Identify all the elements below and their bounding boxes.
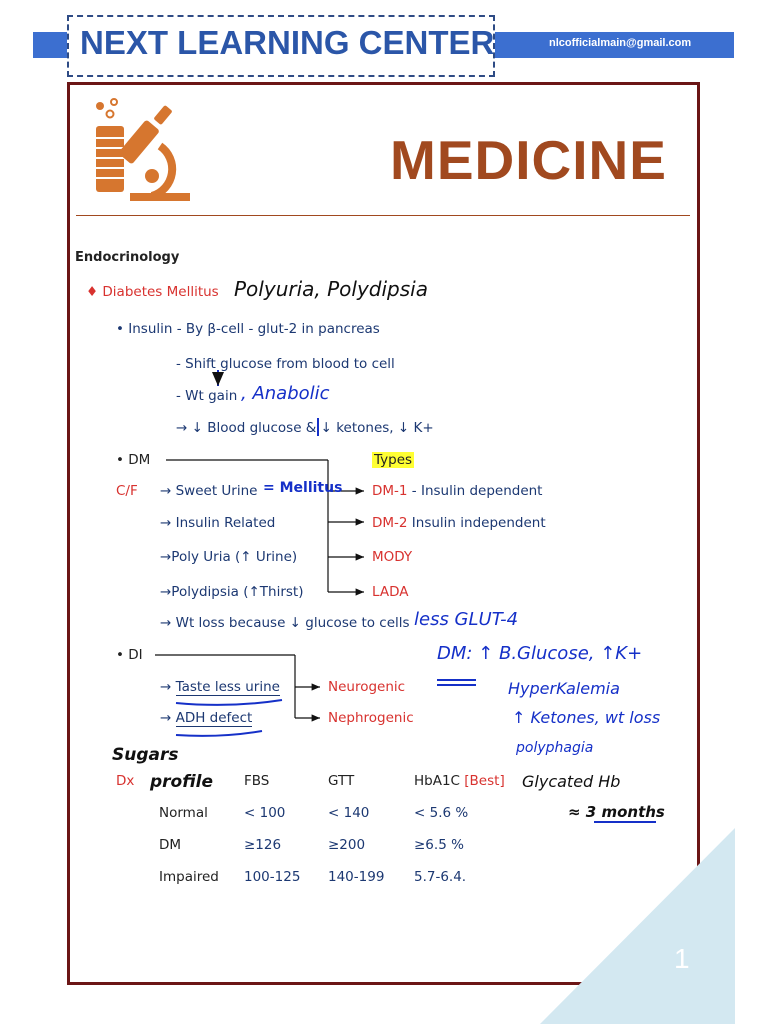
table-cell: ≥126 — [244, 837, 282, 853]
table-cell: 100-125 — [244, 869, 301, 885]
handwritten-note: polyphagia — [516, 740, 594, 756]
dm-type-code: DM-2 — [372, 515, 408, 531]
cf-item: →Poly Uria (↑ Urine) — [160, 549, 298, 565]
handwritten-note: HyperKalemia — [508, 679, 620, 698]
handwritten-note: Polyuria, Polydipsia — [234, 277, 428, 301]
lab-microscope-logo — [90, 98, 195, 203]
di-item — [160, 679, 280, 695]
dm-type-desc: Insulin independent — [407, 515, 546, 531]
table-row-label: DM — [159, 837, 182, 853]
best-tag: [Best] — [464, 773, 505, 789]
types-label — [372, 452, 414, 468]
dm-type-code: LADA — [372, 584, 409, 600]
dm-type-code: DM-1 — [372, 483, 408, 499]
insulin-line: • Insulin - By β-cell - glut-2 in pancreas — [116, 321, 380, 337]
handwritten-note: = Mellitus — [263, 480, 343, 496]
table-cell: 140-199 — [328, 869, 385, 885]
handwritten-note: Sugars — [112, 745, 179, 765]
dx-label: Dx — [116, 773, 135, 789]
handwritten-note: Glycated Hb — [522, 772, 621, 791]
table-header — [414, 773, 505, 789]
table-cell: < 140 — [328, 805, 370, 821]
page-title: MEDICINE — [390, 129, 667, 191]
table-cell: < 100 — [244, 805, 286, 821]
di-type: Nephrogenic — [328, 710, 414, 726]
cf-item: → Sweet Urine — [160, 483, 258, 499]
dm-type — [372, 515, 546, 531]
handwritten-note: DM: ↑ B.Glucose, ↑K+ — [437, 643, 643, 664]
di-item — [160, 710, 252, 726]
dm-type-code: MODY — [372, 549, 413, 565]
dm-label: • DM — [116, 452, 151, 468]
table-row-label: Normal — [159, 805, 208, 821]
title-divider — [76, 215, 690, 216]
cf-item: → Insulin Related — [160, 515, 276, 531]
di-type: Neurogenic — [328, 679, 406, 695]
di-item-text: Taste less urine — [175, 679, 280, 695]
cf-item: → Wt loss because ↓ glucose to cells — [160, 615, 410, 631]
di-label: • DI — [116, 647, 143, 663]
handwritten-note: , Anabolic — [241, 383, 330, 404]
handwritten-note: ≈ 3 months — [568, 803, 665, 821]
section-heading: Endocrinology — [75, 250, 180, 265]
table-cell: ≥6.5 % — [414, 837, 464, 853]
page-number: 1 — [674, 943, 690, 974]
table-header: FBS — [244, 773, 270, 789]
corner-triangle — [540, 828, 740, 1024]
cf-label: C/F — [116, 483, 138, 499]
table-header: GTT — [328, 773, 355, 789]
arrow-glyph: → — [160, 710, 176, 726]
dm-type-desc: - Insulin dependent — [407, 483, 543, 499]
handwritten-note: ↑ Ketones, wt loss — [512, 708, 661, 727]
handwritten-note: profile — [150, 772, 213, 792]
blood-glucose-line: → ↓ Blood glucose & ↓ ketones, ↓ K+ — [176, 420, 434, 436]
shift-glucose-line: - Shift glucose from blood to cell — [176, 356, 395, 372]
arrow-glyph: → — [160, 679, 176, 695]
contact-email: nlcofficialmain@gmail.com — [549, 37, 692, 49]
table-cell: < 5.6 % — [414, 805, 469, 821]
handwritten-note: less GLUT-4 — [414, 609, 519, 630]
hba1c-header: HbA1C — [414, 773, 460, 789]
dm-heading: ♦ Diabetes Mellitus — [86, 284, 219, 300]
center-title: NEXT LEARNING CENTER — [80, 24, 495, 61]
table-cell: 5.7-6.4. — [414, 869, 467, 885]
di-item-text: ADH defect — [175, 710, 253, 726]
types-highlight: Types — [374, 452, 413, 468]
table-row-label: Impaired — [159, 869, 219, 885]
cf-item: →Polydipsia (↑Thirst) — [160, 584, 304, 600]
table-cell: ≥200 — [328, 837, 366, 853]
wt-gain-line: - Wt gain — [176, 388, 238, 404]
dm-type — [372, 483, 542, 499]
